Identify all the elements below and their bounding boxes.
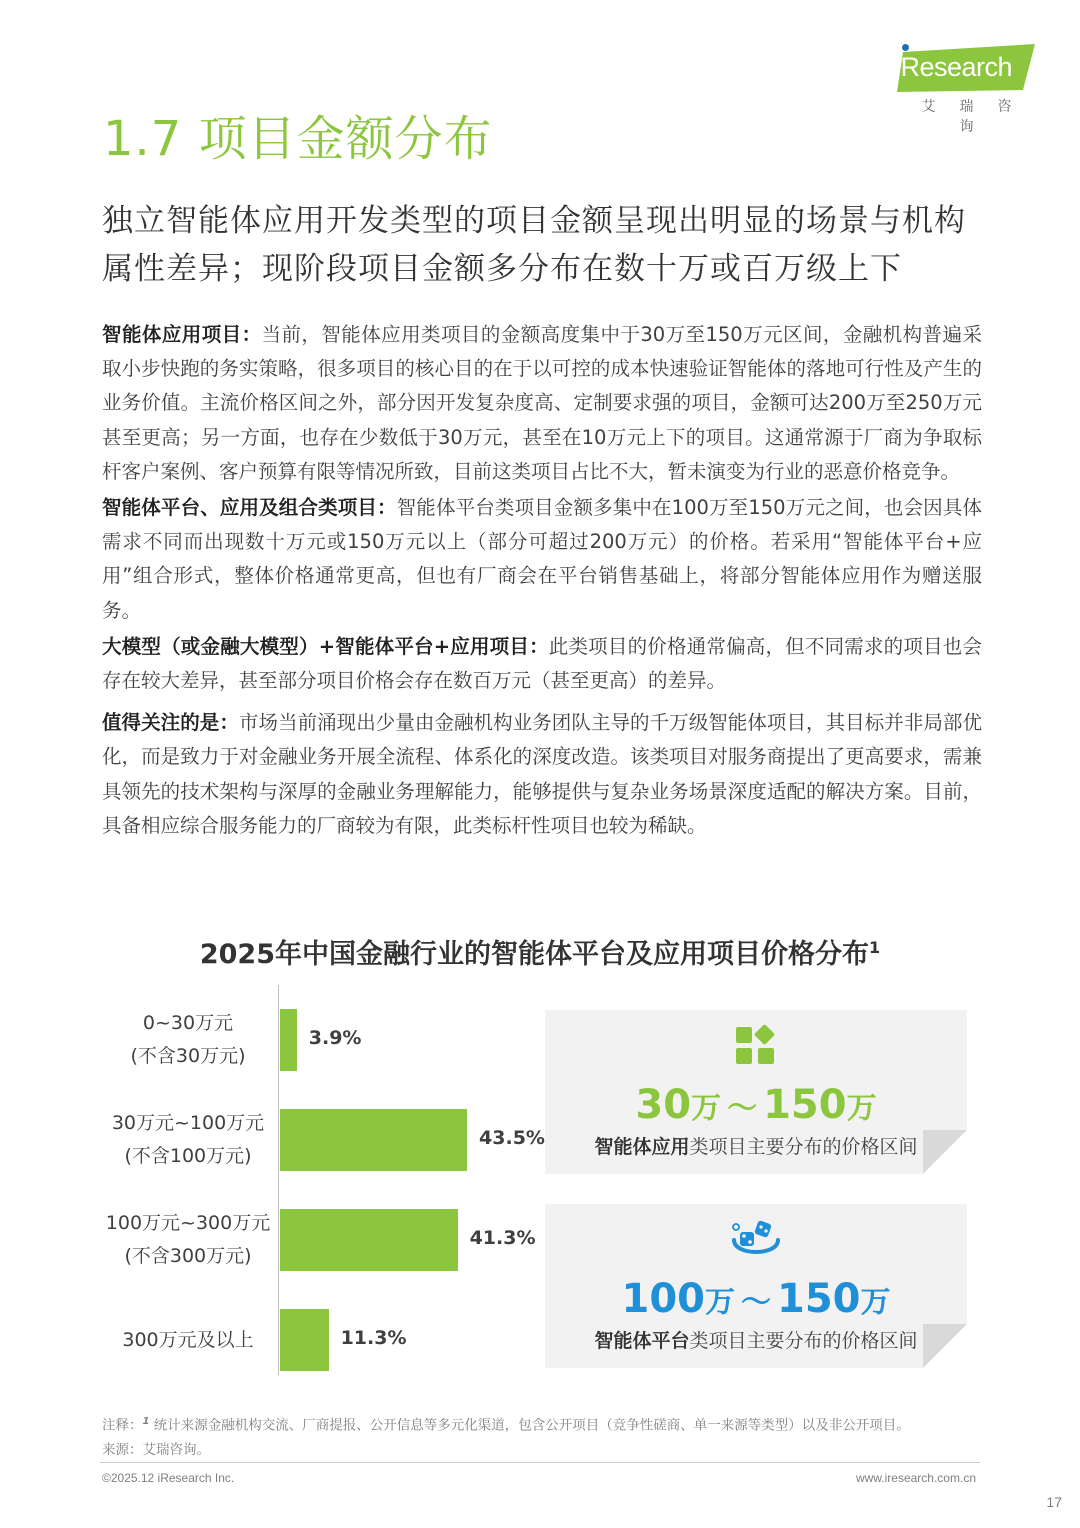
range-unit: 万 [705,1285,735,1320]
notes [102,1410,982,1462]
paragraph-text: 此类项目的价格通常偏高，但不同需求的项目也会存在较大差异，甚至部分项目价格会存在数百万元（甚至更高）的差异。 [102,634,982,693]
logo-chinese-name: 艾瑞咨询 [921,99,1036,135]
paragraph-text: 智能体平台类项目金额多集中在100万至150万元之间，也会因具体需求不同而出现数十万元或150万元以上（部分可超过200万元）的价格。若采用“智能体平台+应用”组合形式，整体价格通常更高，但也有厂商会在平台销售基础上，将部分智能体应用作为赠送服务。 [102,496,982,622]
dice-platform-icon [728,1218,784,1264]
callout-description-bold: 智能体应用 [594,1136,690,1158]
grid-blocks-icon [734,1024,778,1068]
range-tilde: ～ [741,1285,771,1320]
paragraph-noteworthy [102,706,982,843]
website-link[interactable]: www.iresearch.com.cn [855,1471,976,1485]
category-label [100,1324,276,1357]
bar [280,1309,329,1371]
category-label-line: 0~30万元 [142,1012,234,1034]
price-range-agent-platform [545,1276,967,1322]
callout-description [545,1132,967,1159]
bar-value-label: 43.5% [479,1127,545,1149]
category-label [100,1207,276,1273]
note-footnote-mark: 1 [142,1416,150,1427]
bar [280,1209,458,1271]
range-min: 100 [621,1276,705,1322]
callout-card-agent-platform [545,1204,967,1368]
logo-dot-icon [902,44,909,51]
page-curl-corner [923,1324,967,1368]
copyright: ©2025.12 iResearch Inc. [102,1471,235,1485]
range-tilde: ～ [727,1091,758,1126]
category-label-line: 100万元~300万元 [105,1212,271,1234]
range-unit: 万 [691,1091,722,1126]
callout-description-rest: 类项目主要分布的价格区间 [689,1330,918,1352]
callout-card-agent-app [545,1010,967,1174]
callout-description [545,1326,967,1353]
page-number: 17 [1046,1494,1062,1510]
callout-description-rest: 类项目主要分布的价格区间 [689,1136,918,1158]
paragraph-agent-app [102,318,982,489]
bar [280,1109,467,1171]
category-label [100,1007,276,1073]
paragraph-lead: 智能体应用项目： [102,323,262,346]
range-max: 150 [763,1082,847,1128]
note-label: 注释： [102,1417,143,1434]
note-text: 统计来源金融机构交流、厂商提报、公开信息等多元化渠道，包含公开项目（竞争性磋商、单一来源等类型）以及非公开项目。 [153,1417,910,1434]
category-label-line: (不含300万元) [124,1245,252,1267]
iresearch-logo [895,42,1040,135]
footer-divider [100,1462,980,1463]
chart-title [0,932,1080,971]
category-label-line: 30万元~100万元 [111,1112,265,1134]
paragraph-lead: 智能体平台、应用及组合类项目： [102,496,397,520]
price-distribution-bar-chart [100,985,545,1375]
chart-axis-line [278,985,279,1375]
range-unit: 万 [860,1285,891,1320]
bar-value-label: 41.3% [469,1227,536,1249]
range-min: 30 [635,1082,692,1128]
page-curl-corner [923,1130,967,1174]
page-subtitle: 独立智能体应用开发类型的项目金额呈现出明显的场景与机构属性差异；现阶段项目金额多分布在数十万或百万级上下 [102,203,966,287]
paragraph-lead: 值得关注的是： [102,711,239,735]
price-range-agent-app [545,1082,967,1128]
range-max: 150 [777,1276,861,1322]
body-text [102,318,982,845]
paragraph-lead: 大模型（或金融大模型）+智能体平台+应用项目： [102,634,549,658]
bar [280,1009,297,1071]
category-label-line: 300万元及以上 [122,1328,254,1351]
logo-text: iResearch [895,52,1013,82]
paragraph-text: 市场当前涌现出少量由金融机构业务团队主导的千万级智能体项目，其目标并非局部优化，而是致力于对金融业务开展全流程、体系化的深度改造。该类项目对服务商提出了更高要求，需兼具领先的技术架构与深厚的金融业务理解能力，能够提供与复杂业务场景深度适配的解决方案。目前，具备相应综合服务能力的厂商较为有限，此类标杆性项目也较为稀缺。 [102,711,982,837]
paragraph-text: 当前，智能体应用类项目的金额高度集中于30万至150万元区间，金融机构普遍采取小步快跑的务实策略，很多项目的核心目的在于以可控的成本快速验证智能体的落地可行性及产生的业务价值。主流价格区间之外，部分因开发复杂度高、定制要求强的项目，金额可达200万至250万元甚至更高；另一方面，也存在少数低于30万元，甚至在10万元上下的项目。这通常源于厂商为争取标杆客户案例、客户预算有限等情况所致，目前这类项目占比不大，暂未演变为行业的恶意价格竞争。 [102,323,982,483]
section-title: 1.7 项目金额分布 [103,111,493,167]
chart-title-text: 2025年中国金融行业的智能体平台及应用项目价格分布 [199,939,869,970]
source-line: 来源：艾瑞咨询。 [102,1441,210,1458]
note-line [102,1410,982,1438]
paragraph-agent-platform [102,491,982,628]
bar-value-label: 3.9% [308,1027,362,1049]
chart-title-footnote-mark: 1 [869,938,881,957]
paragraph-llm-platform [102,630,982,698]
category-label-line: (不含100万元) [124,1145,252,1167]
bar-value-label: 11.3% [340,1327,407,1349]
category-label-line: (不含30万元) [130,1045,246,1067]
callout-description-bold: 智能体平台 [594,1330,690,1352]
category-label [100,1107,276,1173]
range-unit: 万 [846,1091,877,1126]
